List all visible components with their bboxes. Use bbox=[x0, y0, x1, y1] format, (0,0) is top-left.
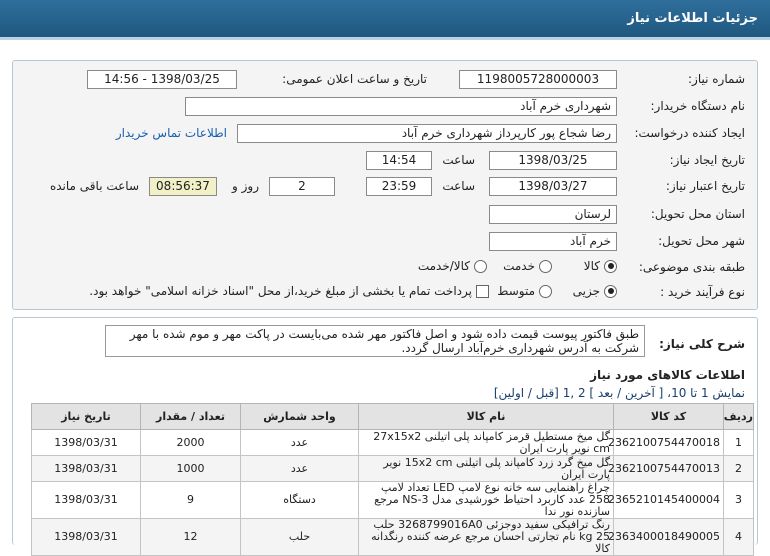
validity-date-field: 1398/03/27 bbox=[489, 177, 617, 196]
title-bar bbox=[0, 0, 770, 40]
item-unit: دستگاه bbox=[241, 482, 359, 519]
item-unit: حلب bbox=[241, 519, 359, 556]
item-quantity: 1000 bbox=[141, 456, 241, 482]
radio-empty-icon bbox=[539, 260, 552, 273]
category-goods-service-radio[interactable] bbox=[418, 259, 487, 273]
province-label: استان محل تحویل: bbox=[650, 207, 745, 221]
category-goods-service-label: کالا/خدمت bbox=[417, 259, 470, 273]
remaining-days-label: روز و bbox=[232, 179, 259, 193]
treasury-payment-label: پرداخت تمام یا بخشی از مبلغ خرید،از محل "اسناد خزانه اسلامی" خواهد بود. bbox=[89, 284, 472, 298]
items-table bbox=[31, 403, 754, 556]
table-row bbox=[32, 430, 754, 456]
created-time-label: ساعت bbox=[442, 153, 475, 167]
column-header: نام کالا bbox=[359, 404, 614, 430]
announce-datetime-label: تاریخ و ساعت اعلان عمومی: bbox=[282, 72, 427, 86]
table-row bbox=[32, 482, 754, 519]
item-name: گل میخ گرد زرد کامپاند پلی اتیلنی 15x2 cm نویر پارت ایران bbox=[359, 456, 614, 482]
item-quantity: 2000 bbox=[141, 430, 241, 456]
buyer-org-label: نام دستگاه خریدار: bbox=[650, 99, 745, 113]
created-date-field: 1398/03/25 bbox=[489, 151, 617, 170]
created-time-field: 14:54 bbox=[366, 151, 432, 170]
category-service-radio[interactable] bbox=[503, 259, 552, 273]
row-number: 2 bbox=[724, 456, 754, 482]
category-label: طبقه بندی موضوعی: bbox=[638, 260, 745, 274]
validity-time-label: ساعت bbox=[442, 179, 475, 193]
column-header: واحد شمارش bbox=[241, 404, 359, 430]
table-row bbox=[32, 456, 754, 482]
requester-field: رضا شجاع پور کارپرداز شهرداری خرم آباد bbox=[237, 124, 617, 143]
radio-empty-icon bbox=[474, 260, 487, 273]
remaining-days-field: 2 bbox=[269, 177, 335, 196]
radio-empty-icon bbox=[539, 285, 552, 298]
page-title: جزئیات اطلاعات نیاز bbox=[627, 11, 758, 26]
need-number-label: شماره نیاز: bbox=[688, 72, 745, 86]
row-number: 1 bbox=[724, 430, 754, 456]
pagination[interactable]: نمایش 1 تا 10، [ آخرین / بعد ] 2 ,1 [قبل / اولین] bbox=[493, 386, 745, 400]
treasury-payment-checkbox[interactable] bbox=[89, 284, 489, 298]
column-header: کد کالا bbox=[614, 404, 724, 430]
description-text: طبق فاکتور پیوست قیمت داده شود و اصل فاکتور مهر شده می‌بایست در پاکت مهر و موم شده با مهر شرکت به آدرس شهرداری خرم‌آباد ارسال گردد. bbox=[105, 325, 645, 357]
items-section-title: اطلاعات کالاهای مورد نیاز bbox=[590, 368, 745, 382]
checkbox-icon bbox=[476, 285, 489, 298]
city-field: خرم آباد bbox=[489, 232, 617, 251]
process-label: نوع فرآیند خرید : bbox=[660, 285, 745, 299]
item-unit: عدد bbox=[241, 456, 359, 482]
announce-datetime-field: 1398/03/25 - 14:56 bbox=[87, 70, 237, 89]
table-row bbox=[32, 519, 754, 556]
row-number: 4 bbox=[724, 519, 754, 556]
radio-selected-icon bbox=[604, 260, 617, 273]
item-quantity: 9 bbox=[141, 482, 241, 519]
buyer-org-field: شهرداری خرم آباد bbox=[185, 97, 617, 116]
remaining-time-label: ساعت باقی مانده bbox=[49, 179, 139, 193]
process-medium-label: متوسط bbox=[497, 284, 535, 298]
category-goods-label: کالا bbox=[583, 259, 600, 273]
item-need-date: 1398/03/31 bbox=[32, 456, 141, 482]
created-date-label: تاریخ ایجاد نیاز: bbox=[669, 153, 745, 167]
column-header: ردیف bbox=[724, 404, 754, 430]
item-code: 2362100754470018 bbox=[614, 430, 724, 456]
item-unit: عدد bbox=[241, 430, 359, 456]
item-quantity: 12 bbox=[141, 519, 241, 556]
radio-selected-icon bbox=[604, 285, 617, 298]
item-code: 2362100754470013 bbox=[614, 456, 724, 482]
requester-label: ایجاد کننده درخواست: bbox=[634, 126, 745, 140]
column-header: تاریخ نیاز bbox=[32, 404, 141, 430]
category-goods-radio[interactable] bbox=[584, 259, 617, 273]
details-panel bbox=[12, 60, 758, 310]
category-service-label: خدمت bbox=[503, 259, 535, 273]
city-label: شهر محل تحویل: bbox=[658, 234, 745, 248]
item-need-date: 1398/03/31 bbox=[32, 430, 141, 456]
validity-date-label: تاریخ اعتبار نیاز: bbox=[665, 179, 745, 193]
process-minor-label: جزیی bbox=[572, 284, 600, 298]
item-name: گل میخ مستطیل قرمز کامپاند پلی اتیلنی 27x15x2 cm نویر پارت ایران bbox=[359, 430, 614, 456]
items-panel bbox=[12, 317, 758, 555]
process-minor-radio[interactable] bbox=[573, 284, 617, 298]
need-number-field: 1198005728000003 bbox=[459, 70, 617, 89]
remaining-time-field: 08:56:37 bbox=[149, 177, 217, 196]
table-header-row bbox=[32, 404, 754, 430]
item-need-date: 1398/03/31 bbox=[32, 519, 141, 556]
validity-time-field: 23:59 bbox=[366, 177, 432, 196]
province-field: لرستان bbox=[489, 205, 617, 224]
item-name: چراغ راهنمایی سه خانه نوع لامپ LED تعداد لامپ 258 عدد کاربرد احتیاط خورشیدی مدل NS-3 مرجع سازنده نور ندا bbox=[359, 482, 614, 519]
item-code: 2363400018490005 bbox=[614, 519, 724, 556]
item-name: رنگ ترافیکی سفید دوجزئی 3268799016A0 حلب 25 kg نام تجارتی احسان مرجع عرضه کننده رنگدانه کالا bbox=[359, 519, 614, 556]
description-label: شرح کلی نیاز: bbox=[659, 337, 745, 351]
row-number: 3 bbox=[724, 482, 754, 519]
process-medium-radio[interactable] bbox=[497, 284, 552, 298]
column-header: تعداد / مقدار bbox=[141, 404, 241, 430]
item-need-date: 1398/03/31 bbox=[32, 482, 141, 519]
item-code: 2365210145400004 bbox=[614, 482, 724, 519]
buyer-contact-link[interactable]: اطلاعات تماس خریدار bbox=[115, 126, 227, 140]
